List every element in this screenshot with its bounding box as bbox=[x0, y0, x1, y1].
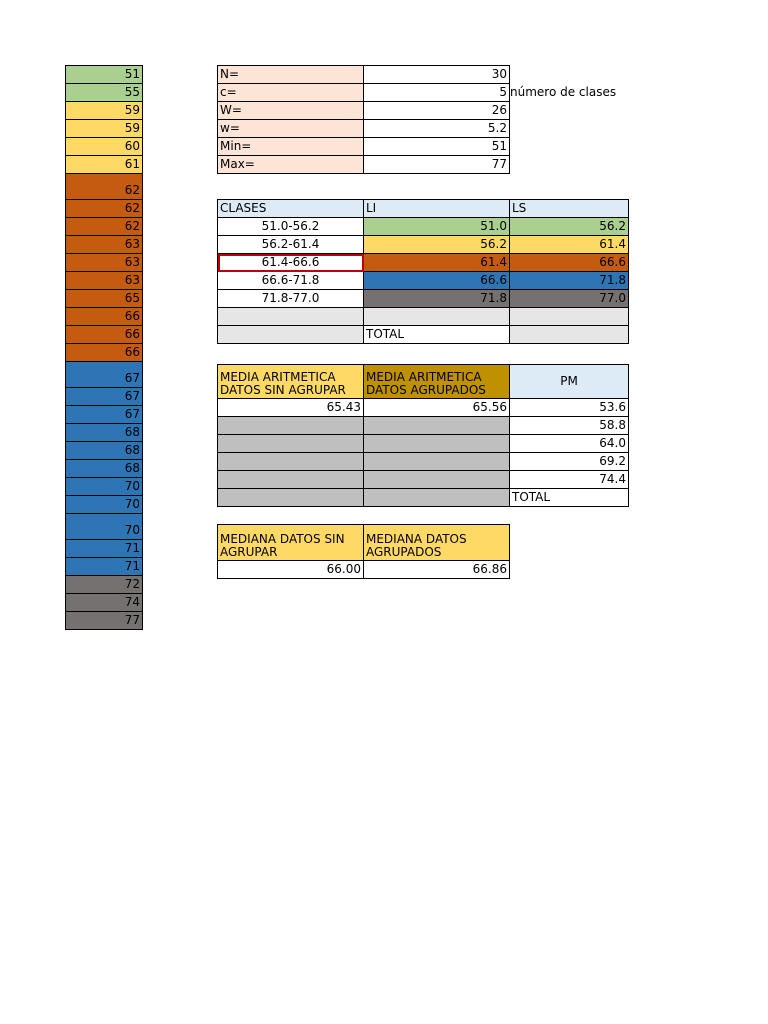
data-cell[interactable]: 71 bbox=[66, 540, 143, 558]
mediana-value-ungrouped[interactable]: 66.00 bbox=[218, 561, 364, 579]
data-cell[interactable]: 59 bbox=[66, 102, 143, 120]
param-value-min[interactable]: 51 bbox=[364, 138, 510, 156]
class-range-cell[interactable]: 71.8-77.0 bbox=[218, 290, 364, 308]
mediana-value-grouped[interactable]: 66.86 bbox=[364, 561, 510, 579]
data-cell[interactable]: 74 bbox=[66, 594, 143, 612]
data-cell[interactable]: 62 bbox=[66, 200, 143, 218]
data-cell[interactable]: 63 bbox=[66, 272, 143, 290]
media-empty-cell[interactable] bbox=[364, 435, 510, 453]
pm-value-cell[interactable]: 74.4 bbox=[510, 471, 629, 489]
class-total-value-cell[interactable] bbox=[510, 326, 629, 344]
media-empty-cell[interactable] bbox=[218, 453, 364, 471]
media-empty-cell[interactable] bbox=[218, 471, 364, 489]
class-total-empty-cell[interactable] bbox=[218, 326, 364, 344]
pm-value-cell[interactable]: 64.0 bbox=[510, 435, 629, 453]
param-label-c[interactable]: c= bbox=[218, 84, 364, 102]
data-cell[interactable]: 67 bbox=[66, 388, 143, 406]
class-li-cell[interactable]: 61.4 bbox=[364, 254, 510, 272]
media-table bbox=[217, 364, 629, 507]
classes-header-li[interactable]: LI bbox=[364, 200, 510, 218]
mediana-header-grouped[interactable]: MEDIANA DATOS AGRUPADOS bbox=[364, 525, 510, 561]
param-value-w[interactable]: 5.2 bbox=[364, 120, 510, 138]
media-empty-cell[interactable] bbox=[218, 417, 364, 435]
media-value-grouped[interactable]: 65.56 bbox=[364, 399, 510, 417]
class-li-cell[interactable]: 51.0 bbox=[364, 218, 510, 236]
media-empty-cell[interactable] bbox=[218, 435, 364, 453]
media-empty-cell[interactable] bbox=[364, 417, 510, 435]
classes-table bbox=[217, 199, 629, 344]
mediana-header-ungrouped[interactable]: MEDIANA DATOS SIN AGRUPAR bbox=[218, 525, 364, 561]
data-cell[interactable]: 77 bbox=[66, 612, 143, 630]
param-value-n[interactable]: 30 bbox=[364, 66, 510, 84]
classes-header-clases[interactable]: CLASES bbox=[218, 200, 364, 218]
data-cell[interactable]: 59 bbox=[66, 120, 143, 138]
class-ls-cell[interactable]: 77.0 bbox=[510, 290, 629, 308]
data-cell[interactable]: 63 bbox=[66, 254, 143, 272]
data-cell[interactable]: 67 bbox=[66, 406, 143, 424]
pm-value-cell[interactable]: 69.2 bbox=[510, 453, 629, 471]
class-empty-cell[interactable] bbox=[510, 308, 629, 326]
mediana-table bbox=[217, 524, 510, 579]
data-cell[interactable]: 62 bbox=[66, 218, 143, 236]
param-note-classes[interactable]: número de clases bbox=[510, 85, 617, 99]
data-cell[interactable]: 63 bbox=[66, 236, 143, 254]
pm-value-cell[interactable]: 53.6 bbox=[510, 399, 629, 417]
data-cell[interactable]: 68 bbox=[66, 442, 143, 460]
pm-value-cell[interactable]: 58.8 bbox=[510, 417, 629, 435]
class-range-cell[interactable]: 56.2-61.4 bbox=[218, 236, 364, 254]
data-cell[interactable]: 61 bbox=[66, 156, 143, 174]
class-empty-cell[interactable] bbox=[364, 308, 510, 326]
class-range-cell[interactable]: 61.4-66.6 bbox=[218, 254, 364, 272]
class-ls-cell[interactable]: 61.4 bbox=[510, 236, 629, 254]
param-value-max[interactable]: 77 bbox=[364, 156, 510, 174]
data-cell[interactable]: 66 bbox=[66, 308, 143, 326]
media-empty-cell[interactable] bbox=[364, 471, 510, 489]
data-cell[interactable]: 55 bbox=[66, 84, 143, 102]
data-cell[interactable]: 70 bbox=[66, 514, 143, 540]
data-cell[interactable]: 66 bbox=[66, 344, 143, 362]
data-cell[interactable]: 72 bbox=[66, 576, 143, 594]
data-cell[interactable]: 62 bbox=[66, 174, 143, 200]
media-empty-cell[interactable] bbox=[364, 453, 510, 471]
data-cell[interactable]: 70 bbox=[66, 478, 143, 496]
media-value-ungrouped[interactable]: 65.43 bbox=[218, 399, 364, 417]
classes-header-ls[interactable]: LS bbox=[510, 200, 629, 218]
data-cell[interactable]: 67 bbox=[66, 362, 143, 388]
data-cell[interactable]: 71 bbox=[66, 558, 143, 576]
data-cell[interactable]: 66 bbox=[66, 326, 143, 344]
class-ls-cell[interactable]: 71.8 bbox=[510, 272, 629, 290]
class-ls-cell[interactable]: 66.6 bbox=[510, 254, 629, 272]
class-range-cell[interactable]: 66.6-71.8 bbox=[218, 272, 364, 290]
class-li-cell[interactable]: 71.8 bbox=[364, 290, 510, 308]
media-header-ungrouped[interactable]: MEDIA ARITMETICA DATOS SIN AGRUPAR bbox=[218, 365, 364, 399]
media-empty-cell[interactable] bbox=[218, 489, 364, 507]
class-li-cell[interactable]: 56.2 bbox=[364, 236, 510, 254]
data-cell[interactable]: 60 bbox=[66, 138, 143, 156]
data-cell[interactable]: 51 bbox=[66, 66, 143, 84]
param-value-c[interactable]: 5 bbox=[364, 84, 510, 102]
data-cell[interactable]: 68 bbox=[66, 424, 143, 442]
param-label-max[interactable]: Max= bbox=[218, 156, 364, 174]
pm-total-label[interactable]: TOTAL bbox=[510, 489, 629, 507]
param-label-W[interactable]: W= bbox=[218, 102, 364, 120]
class-total-label[interactable]: TOTAL bbox=[364, 326, 510, 344]
class-li-cell[interactable]: 66.6 bbox=[364, 272, 510, 290]
param-label-min[interactable]: Min= bbox=[218, 138, 364, 156]
media-header-grouped[interactable]: MEDIA ARITMETICA DATOS AGRUPADOS bbox=[364, 365, 510, 399]
data-column bbox=[65, 65, 143, 630]
param-label-w[interactable]: w= bbox=[218, 120, 364, 138]
media-empty-cell[interactable] bbox=[364, 489, 510, 507]
class-range-cell[interactable]: 51.0-56.2 bbox=[218, 218, 364, 236]
data-cell[interactable]: 68 bbox=[66, 460, 143, 478]
class-empty-cell[interactable] bbox=[218, 308, 364, 326]
parameters-table bbox=[217, 65, 510, 174]
data-cell[interactable]: 65 bbox=[66, 290, 143, 308]
class-ls-cell[interactable]: 56.2 bbox=[510, 218, 629, 236]
media-header-pm[interactable]: PM bbox=[510, 365, 629, 399]
param-value-W[interactable]: 26 bbox=[364, 102, 510, 120]
data-cell[interactable]: 70 bbox=[66, 496, 143, 514]
param-label-n[interactable]: N= bbox=[218, 66, 364, 84]
